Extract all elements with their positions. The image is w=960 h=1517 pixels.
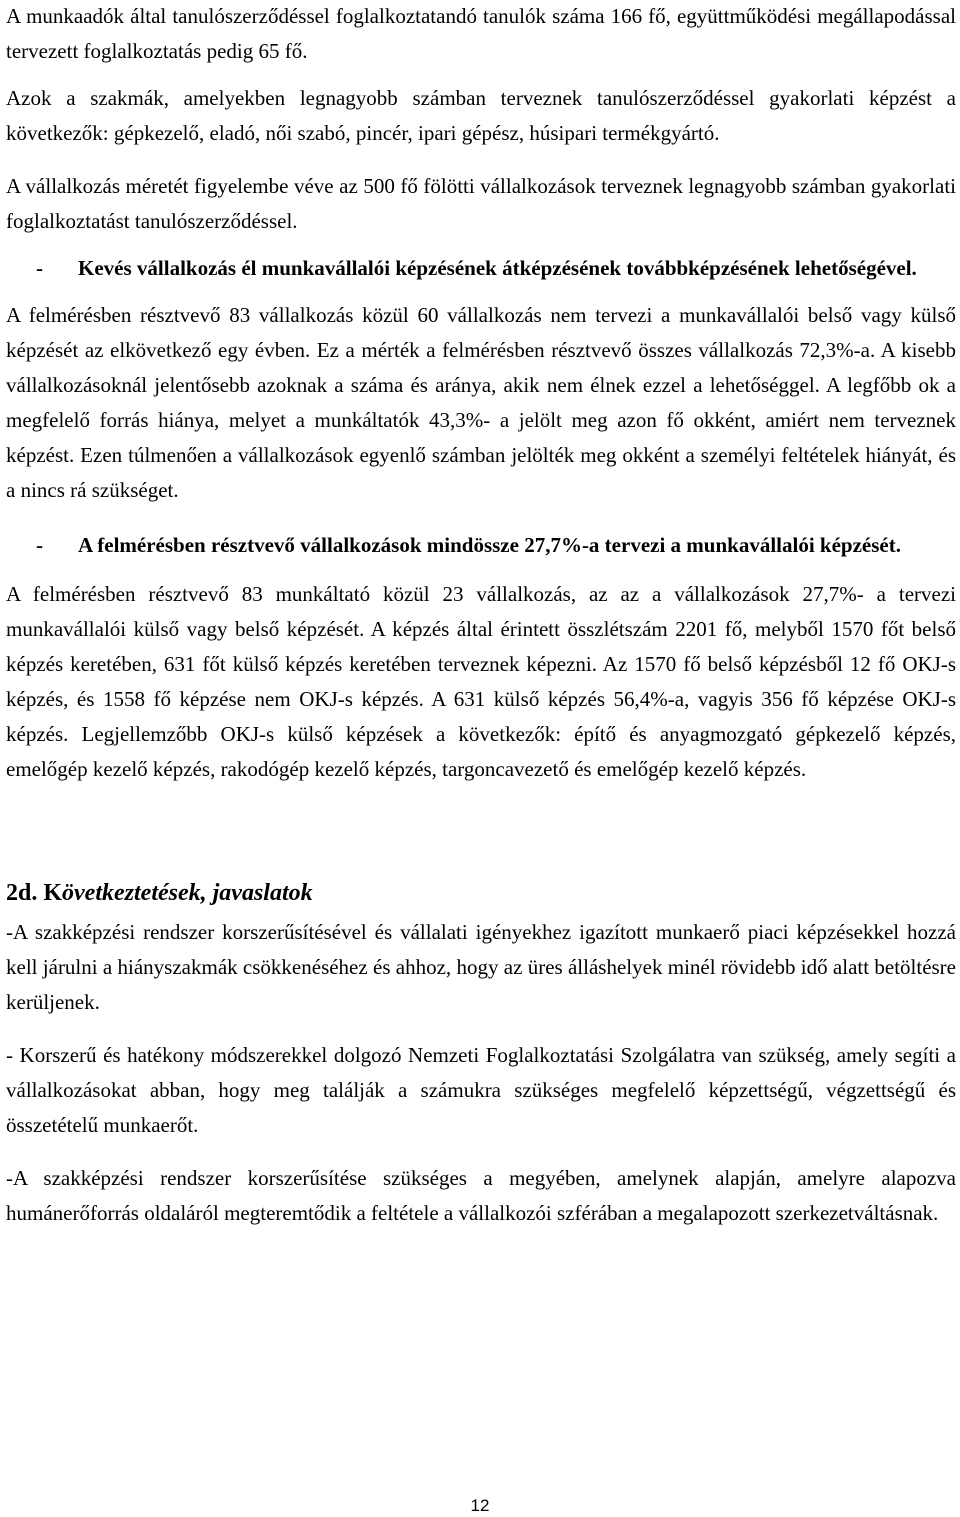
section-heading — [6, 875, 956, 911]
document-page — [6, 0, 956, 1231]
paragraph-conclusion-1: -A szakképzési rendszer korszerűsítésével és vállalati igényekhez igazított munkaerő piaci képzésekkel hozzá kell járulni a hiányszakmák csökkenéséhez és ahhoz, hogy az üres álláshelyek minél rövidebb idő alatt betöltésre kerüljenek. — [6, 920, 956, 1014]
bullet-few-companies — [6, 251, 956, 286]
paragraph-survey-training: A felmérésben résztvevő 83 vállalkozás közül 60 vállalkozás nem tervezi a munkavállalói belső vagy külső képzését az elkövetkező egy évben. Ez a mérték a felmérésben résztvevő összes vállalkozás 72,3%-a. A kisebb vállalkozásoknál jelentősebb azoknak a száma és aránya, akik nem élnek ezzel a lehetőséggel. A legfőbb ok a megfelelő forrás hiánya, melyet a munkáltatók 43,3%- a jelölt meg azon fő okként, amiért nem terveznek képzést. Ezen túlmenően a vállalkozások egyenlő számban jelölték meg okként a személyi feltételek hiányát, és a nincs rá szükséget. — [6, 303, 956, 502]
paragraph-apprentice-count: A munkaadók által tanulószerződéssel foglalkoztatandó tanulók száma 166 fő, együttműködési megállapodással tervezett foglalkoztatás pedig 65 fő. — [6, 4, 956, 63]
paragraph-training-details: A felmérésben résztvevő 83 munkáltató közül 23 vállalkozás, az az a vállalkozások 27,7%- a tervezi munkavállalói külső vagy belső képzését. A képzés által érintett összlétszám 2201 fő, melyből 1570 főt belső képzés keretében, 631 főt külső képzés keretében terveznek képezni. Az 1570 fő belső képzésből 12 fő OKJ-s képzés, és 1558 fő képzése nem OKJ-s képzés. A 631 külső képzés 56,4%-a, vagyis 356 fő képzése OKJ-s képzés. Legjellemzőbb OKJ-s külső képzések a következők: építő és anyagmozgató gépkezelő képzés, emelőgép kezelő képzés, rakodógép kezelő képzés, targoncavezető és emelőgép kezelő képzés. — [6, 582, 956, 781]
paragraph-conclusion-3: -A szakképzési rendszer korszerűsítése szükséges a megyében, amelynek alapján, amelyre alapozva humánerőforrás oldaláról megteremtődik a feltétele a vállalkozói szférában a megalapozott szerkezetváltásnak. — [6, 1166, 956, 1225]
bullet-text: Kevés vállalkozás él munkavállalói képzésének átképzésének továbbképzésének lehetőségével. — [78, 256, 917, 280]
paragraph-trades: Azok a szakmák, amelyekben legnagyobb számban terveznek tanulószerződéssel gyakorlati képzést a következők: gépkezelő, eladó, női szabó, pincér, ipari gépész, húsipari termékgyártó. — [6, 86, 956, 145]
bullet-dash: - — [36, 256, 43, 280]
section-number: 2d. — [6, 880, 38, 906]
paragraph-conclusion-2: - Korszerű és hatékony módszerekkel dolgozó Nemzeti Foglalkoztatási Szolgálatra van szükség, amely segíti a vállalkozásokat abban, hogy meg találják a számukra szükséges megfelelő képzettségű, végzettségű és összetételű munkaerőt. — [6, 1043, 956, 1137]
bullet-text: A felmérésben résztvevő vállalkozások mindössze 27,7%-a tervezi a munkavállalói képzését. — [78, 533, 901, 557]
paragraph-company-size: A vállalkozás méretét figyelembe véve az 500 fő fölötti vállalkozások terveznek legnagyobb számban gyakorlati foglalkoztatást tanulószerződéssel. — [6, 174, 956, 233]
bullet-training-ratio — [6, 528, 956, 563]
section-title-initial: K — [43, 880, 63, 906]
section-title: övetkeztetések, javaslatok — [62, 880, 313, 906]
page-number: 12 — [470, 1496, 490, 1515]
bullet-dash: - — [36, 533, 43, 557]
